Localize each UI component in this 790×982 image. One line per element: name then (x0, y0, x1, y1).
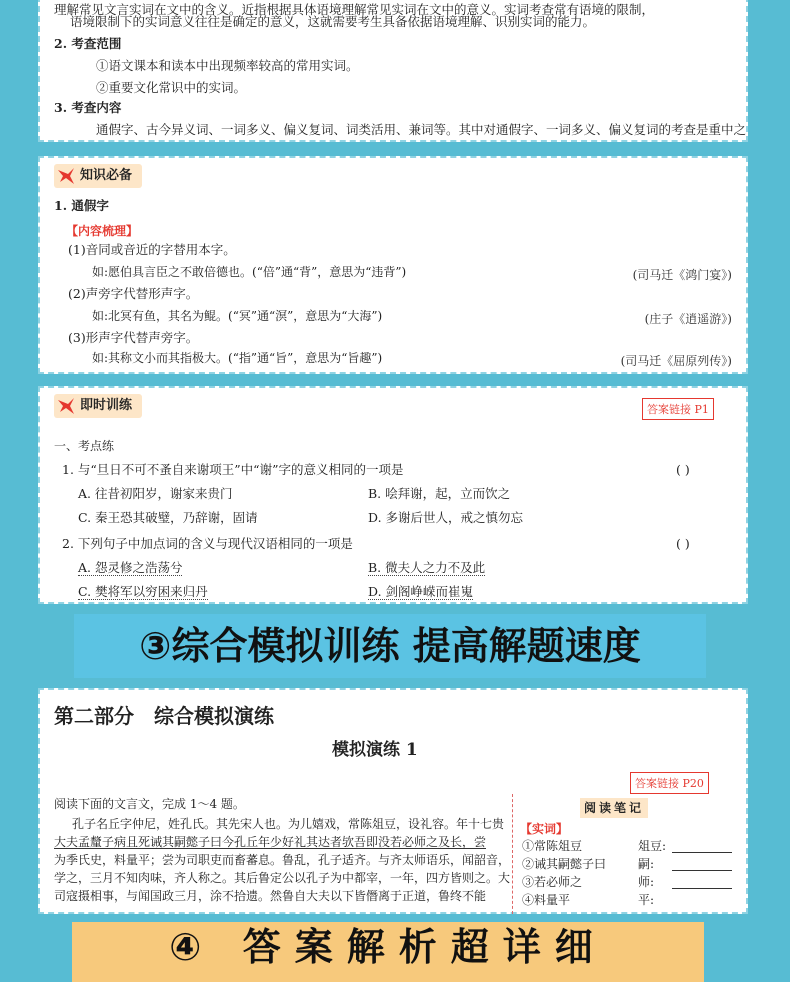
knowledge-header (54, 164, 142, 188)
source-1: (司马迁《鸿门宴》) (632, 268, 732, 282)
banner-simulation: ③综合模拟训练 提高解题速度 (74, 614, 706, 678)
example-2: 如:北冥有鱼，其名为鲲。(“冥”通“溟”，意思为“大海”) (92, 309, 383, 323)
notes-divider (512, 794, 513, 914)
source-3: (司马迁《屈原列传》) (620, 354, 732, 368)
bird-icon (56, 166, 76, 186)
scope-item-1: ①语文课本和读本中出现频率较高的常用实词。 (96, 58, 359, 73)
q1-option-a: A. 往昔初阳岁，谢家来贵门 (78, 486, 233, 501)
passage-line-4: 学之，三月不知肉味，齐人称之。其后鲁定公以孔子为中都宰，一年，四方皆则之。大 (54, 871, 511, 885)
source-2: (庄子《逍遥游》) (644, 312, 732, 326)
passage-line-2: 大夫孟釐子病且死诫其嗣懿子曰今孔丘年少好礼其达者欤吾即没若必师之及长，尝 (54, 835, 487, 849)
q2-option-c: C. 樊将军以穷困来归丹 (78, 584, 208, 599)
note-item-3: ③若必师之 (522, 875, 583, 889)
note-blank-2[interactable] (672, 870, 732, 871)
practice-subtitle: 一、考点练 (54, 439, 115, 453)
note-blank-1[interactable] (672, 852, 732, 853)
knowledge-header-label: 知识必备 (80, 168, 133, 183)
note-blank-3[interactable] (672, 888, 732, 889)
simulation-panel (38, 688, 748, 914)
answer-link-p20: 答案链接 P20 (630, 772, 709, 794)
q2-option-d: D. 剑阁峥嵘而崔嵬 (368, 584, 474, 599)
practice-header-label: 即时训练 (80, 398, 133, 413)
question-2-paren: ( ) (676, 536, 690, 551)
note-word-1: 俎豆: (638, 839, 667, 853)
rule-3: (3)形声字代替声旁字。 (68, 330, 199, 345)
note-item-1: ①常陈俎豆 (522, 839, 583, 853)
instruction: 阅读下面的文言文，完成 1～4 题。 (54, 797, 245, 811)
note-item-2: ②诫其嗣懿子曰 (522, 857, 607, 871)
content-tag: 【内容梳理】 (66, 224, 139, 238)
q2-option-b: B. 微夫人之力不及此 (368, 560, 486, 575)
item-title: 1. 通假字 (54, 198, 109, 213)
scope-item-2: ②重要文化常识中的实词。 (96, 80, 247, 95)
q2-option-a: A. 怨灵修之浩荡兮 (78, 560, 183, 575)
notes-tag: 【实词】 (520, 822, 569, 836)
passage-line-1: 孔子名丘字仲尼，姓孔氏。其先宋人也。为儿嬉戏，常陈俎豆，设礼容。年十七贵 (72, 817, 505, 831)
q1-option-b: B. 哙拜谢，起，立而饮之 (368, 486, 511, 501)
question-1-paren: ( ) (676, 462, 690, 477)
content-text: 通假字、古今异义词、一词多义、偏义复词、词类活用、兼词等。其中对通假字、一词多义、偏义复词的考查是重中之 (96, 122, 747, 137)
scope-title: 2. 考查范围 (54, 36, 122, 51)
sim-title: 模拟演练 1 (332, 740, 418, 760)
exam-points-panel (38, 0, 748, 142)
question-1-stem: 1. 与“旦日不可不蚤自来谢项王”中“谢”字的意义相同的一项是 (62, 462, 404, 477)
knowledge-panel (38, 156, 748, 374)
content-title: 3. 考查内容 (54, 100, 122, 115)
rule-1: (1)音同或音近的字替用本字。 (68, 242, 236, 257)
practice-header (54, 394, 142, 418)
note-word-3: 师: (638, 875, 655, 889)
notes-header: 阅读笔记 (580, 798, 648, 818)
note-word-2: 嗣: (638, 857, 655, 871)
bird-icon (56, 396, 76, 416)
passage-line-3: 为季氏史，料量平；尝为司职吏而畜蕃息。鲁乱，孔子适齐。与齐太师语乐，闻韶音， (54, 853, 511, 867)
q1-option-c: C. 秦王恐其破璧，乃辞谢，固请 (78, 510, 258, 525)
answer-link: 答案链接 P1 (642, 398, 714, 420)
example-1: 如:愿伯具言臣之不敢倍德也。(“倍”通“背”，意思为“违背”) (92, 265, 407, 279)
passage-line-5: 司寇摄相事，与闻国政三月，涂不拾遗。然鲁自大夫以下皆僭离于正道，鲁终不能 (54, 889, 487, 903)
intro-line-2: 语境限制下的实词意义往往是确定的意义，这就需要考生具备依据语境理解、识别实词的能力。 (70, 14, 596, 29)
note-word-4: 平: (638, 893, 655, 907)
note-item-4: ④料量平 (522, 893, 571, 907)
part-title: 第二部分 综合模拟演练 (54, 704, 274, 728)
example-3: 如:其称文小而其指极大。(“指”通“旨”，意思为“旨趣”) (92, 351, 383, 365)
rule-2: (2)声旁字代替形声字。 (68, 286, 199, 301)
practice-panel (38, 386, 748, 604)
banner-answers: ④ 答案解析超详细 (72, 922, 704, 982)
q1-option-d: D. 多谢后世人，戒之慎勿忘 (368, 510, 524, 525)
question-2-stem: 2. 下列句子中加点词的含义与现代汉语相同的一项是 (62, 536, 353, 551)
intro-line: 理解常见文言实词在文中的含义。近指根据具体语境理解常见实词在文中的意义。实词考查常有语境的限制， (54, 2, 655, 17)
